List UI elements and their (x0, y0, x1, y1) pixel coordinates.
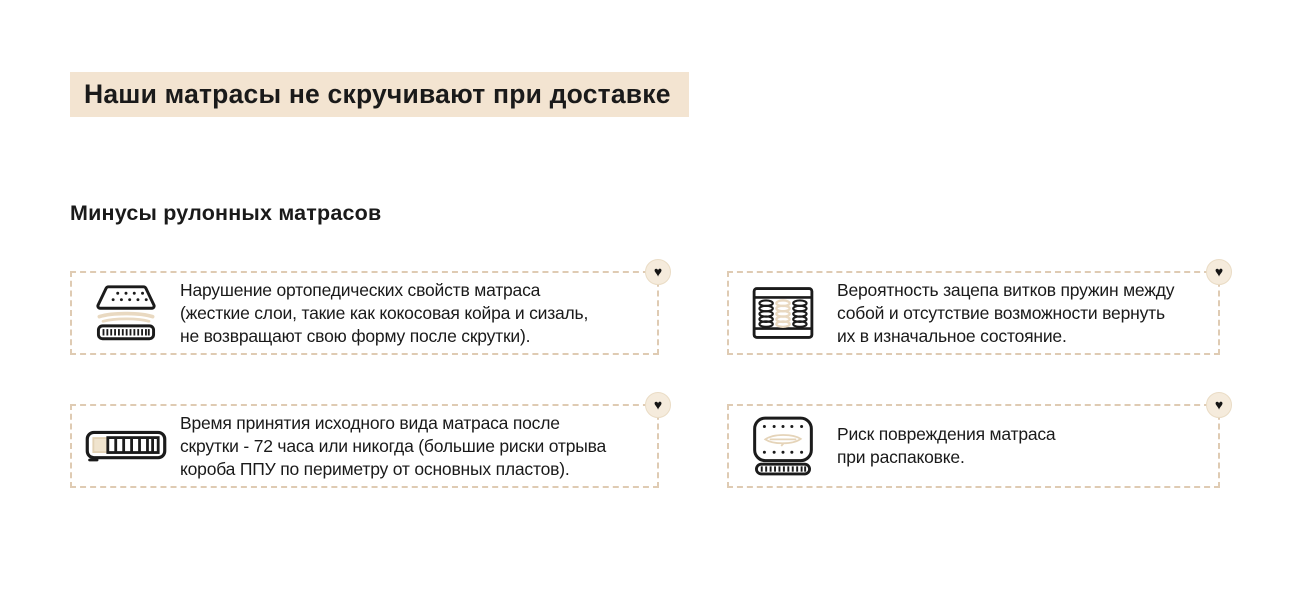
section-subtitle: Минусы рулонных матрасов (70, 201, 382, 225)
card-text-line: при распаковке. (837, 447, 965, 467)
card-text-line: (жесткие слои, такие как кокосовая койра и сизаль, (180, 302, 589, 323)
con-card-spring-snag (727, 263, 1224, 355)
con-card-recovery-time (70, 396, 663, 488)
card-text-line: собой и отсутствие возможности вернуть (837, 302, 1165, 323)
heart-icon: ♥ (1206, 259, 1232, 285)
card-text-line: Риск повреждения матраса (837, 424, 1056, 444)
mattress-springs-icon (729, 285, 837, 341)
mattress-unpacking-icon (729, 415, 837, 477)
mattress-layers-icon (72, 283, 180, 343)
heart-icon: ♥ (1206, 392, 1232, 418)
rolled-mattress-icon (72, 426, 180, 466)
card-text-line: короба ППУ по периметру от основных пластов). (180, 458, 570, 479)
con-card-ortho-loss (70, 263, 663, 355)
card-text-line: скрутки - 72 часа или никогда (большие риски отрыва (180, 435, 607, 456)
con-card-unpacking-damage (727, 396, 1224, 488)
card-text-line: их в изначальное состояние. (837, 325, 1067, 346)
card-text-line: Нарушение ортопедических свойств матраса (180, 279, 541, 300)
card-text (180, 279, 588, 348)
heart-icon: ♥ (645, 392, 671, 418)
card-text (837, 423, 1055, 469)
card-text-line: не возвращают свою форму после скрутки). (180, 325, 531, 346)
heart-icon: ♥ (645, 259, 671, 285)
card-text-line: Время принятия исходного вида матраса после (180, 412, 560, 433)
page-title: Наши матрасы не скручивают при доставке (70, 72, 689, 117)
card-text (837, 279, 1174, 348)
card-text-line: Вероятность зацепа витков пружин между (837, 279, 1175, 300)
card-text (180, 412, 606, 481)
